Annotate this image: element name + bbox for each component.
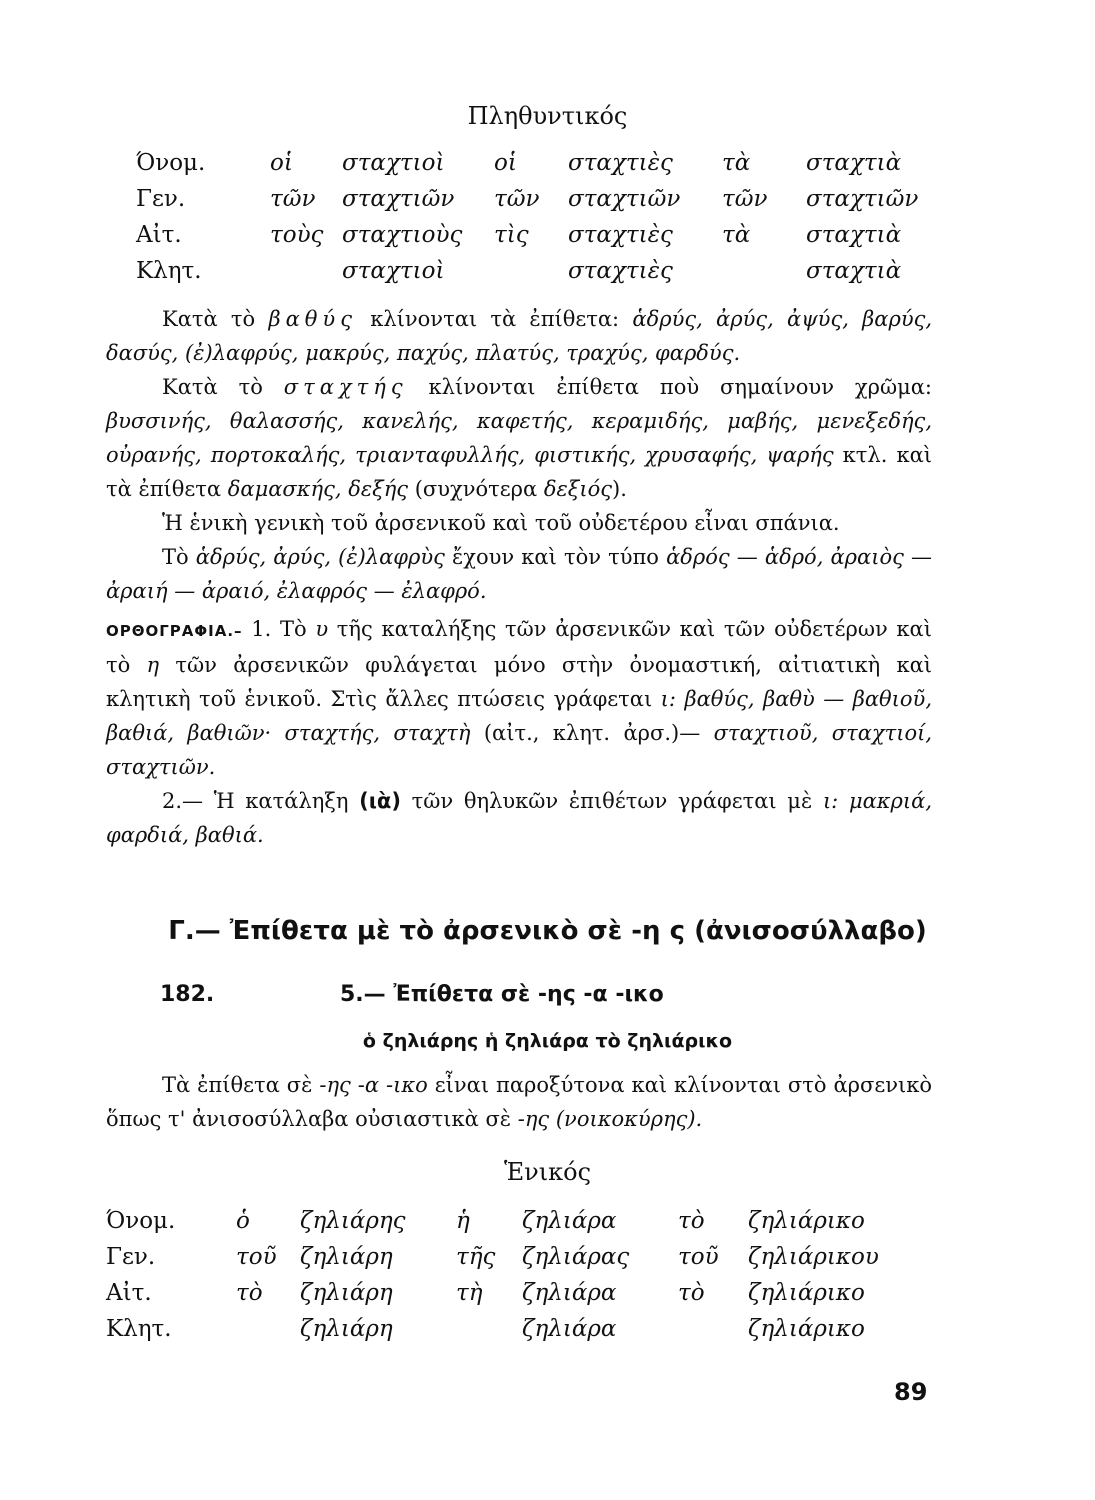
case-label: Γεν. [106,1244,156,1270]
masculine-article: τοὺς [270,222,324,248]
masculine-form: σταχτιοὶ [342,150,445,176]
case-label: Όνομ. [136,150,206,176]
feminine-form: ζηλιάρα [522,1280,617,1306]
neuter-article: τὰ [722,222,751,248]
example: -ης (νοικοκύρης). [517,1107,703,1131]
text: Ἡ κατάληξη [213,789,360,813]
page-number: 89 [894,1378,928,1406]
masculine-article: οἱ [270,150,293,176]
singular-heading: Ἑνικός [503,1158,592,1186]
text: τῆς καταλήξης τῶν ἀρσενικῶν καὶ τῶν οὐδετέρων καὶ τὸ [106,617,932,677]
masculine-form: ζηλιάρη [300,1244,393,1270]
text: κλίνονται ἐπίθετα ποὺ σημαίνουν χρῶμα: [407,375,932,399]
feminine-form: σταχτιὲς [568,150,673,176]
rule-number: 2.— [162,789,214,813]
letter: ι: [822,789,839,813]
text: Κατὰ τὸ [162,307,269,331]
text: Τὰ ἐπίθετα σὲ [162,1073,320,1097]
feminine-article: οἱ [494,150,517,176]
table-row [0,222,1095,258]
letter: ι: [660,687,676,711]
table-row [0,1316,1095,1352]
paragraph-variants [106,540,932,608]
neuter-form: ζηλιάρικο [748,1280,865,1306]
adjective-list: ἁδρύς, ἀρύς, ἀψύς, βαρύς, δασύς, (ἐ)λαφρύς, μακρύς, παχύς, πλατύς, τραχύς, φαρδύς. [106,307,933,365]
text: κτλ. καὶ τὰ ἐπίθετα [106,443,932,501]
case-label: Αἰτ. [106,1280,152,1306]
paragraph-stachtis [106,370,932,506]
neuter-form: σταχτιὰ [806,150,902,176]
body-text-lower [106,1068,932,1136]
example-list: βαθύς, βαθὺ — βαθιοῦ, βαθιά, βαθιῶν· σταχτής, σταχτὴ [106,687,932,745]
neuter-article: τὰ [722,150,751,176]
paragraph-orthography-1 [106,612,932,784]
case-label: Αἰτ. [136,222,182,248]
text: εἶναι παροξύτονα καὶ κλίνονται στὸ ἀρσενικὸ ὅπως τ' ἀνισοσύλλαβα οὐσιαστικὰ σὲ [106,1073,932,1131]
table-row [0,186,1095,222]
paragraph-vathys [106,302,932,370]
text: ἔχουν καὶ τὸν τύπο [444,545,667,569]
feminine-form: ζηλιάρα [522,1208,617,1234]
model-word: βαθύς [268,307,357,331]
case-label: Κλητ. [136,258,202,284]
body-text-upper [106,302,932,852]
neuter-form: ζηλιάρικο [748,1316,865,1342]
adjective-list: δαμασκής, δεξής [227,477,409,501]
item-number: 182. [160,982,215,1007]
feminine-form: ζηλιάρα [522,1316,617,1342]
neuter-form: ζηλιάρικου [748,1244,879,1270]
example-title: ὁ ζηλιάρης ἡ ζηλιάρα τὸ ζηλιάρικο [362,1030,733,1052]
masculine-article: τὸ [236,1280,263,1306]
model-word: σταχτής [283,375,408,399]
text: Τὸ [162,545,196,569]
text: Τὸ [271,617,316,641]
case-label: Γεν. [136,186,186,212]
text: Κατὰ τὸ [162,375,284,399]
feminine-form: ζηλιάρας [522,1244,630,1270]
masculine-form: ζηλιάρη [300,1316,393,1342]
table-row [0,258,1095,294]
rule-number: 1. [251,617,272,641]
neuter-form: ζηλιάρικο [748,1208,865,1234]
text: ). [612,477,627,501]
case-label: Όνομ. [106,1208,176,1234]
masculine-article: τῶν [270,186,316,212]
neuter-article: τῶν [722,186,768,212]
adjective-list: βυσσινής, θαλασσής, κανελής, καφετής, κεραμιδής, μαβής, μενεξεδής, οὐρανής, πορτοκαλής, τριανταφυλλής, φιστικής, χρυσαφής, ψαρής [106,409,932,467]
subsection-title: 5.— Ἐπίθετα σὲ -ης -α -ικο [340,982,664,1007]
adjective-list: ἁδρός — ἁδρό, ἀραιὸς — ἀραιή — ἀραιό, ἐλαφρός — ἐλαφρό. [106,545,932,603]
neuter-article: τοῦ [678,1244,719,1270]
text: τῶν ἀρσενικῶν φυλάγεται μόνο στὴν ὀνομαστική, αἰτιατικὴ καὶ κλητικὴ τοῦ ἑνικοῦ. Στὶς ἄλλες πτώσεις γράφεται [106,653,933,711]
ending: (ιὰ) [359,789,401,813]
plural-heading: Πληθυντικός [467,102,628,130]
text: τῶν θηλυκῶν ἐπιθέτων γράφεται μὲ [400,789,823,813]
feminine-article: τὶς [494,222,529,248]
feminine-form: σταχτιὲς [568,222,673,248]
table-row [0,1244,1095,1280]
section-title: Γ.— Ἐπίθετα μὲ τὸ ἀρσενικὸ σὲ -η ς (ἀνισοσύλλαβο) [168,916,927,946]
text: κλίνονται τὰ ἐπίθετα: [356,307,633,331]
case-label: Κλητ. [106,1316,172,1342]
masculine-article: ὁ [236,1208,250,1234]
text: (συχνότερα [408,477,544,501]
neuter-form: σταχτιὰ [806,258,902,284]
paragraph-ending-rule [106,1068,932,1136]
masculine-form: σταχτιοὶ [342,258,445,284]
masculine-article: τοῦ [236,1244,277,1270]
neuter-article: τὸ [678,1280,705,1306]
masculine-form: σταχτιῶν [342,186,455,212]
paragraph-orthography-2 [106,784,932,852]
masculine-form: σταχτιοὺς [342,222,463,248]
feminine-article: τὴ [456,1280,483,1306]
adjective-list: ἁδρύς, ἀρύς, (ἐ)λαφρὺς [195,545,445,569]
example-list: μακριά, φαρδιά, βαθιά. [106,789,932,847]
orthography-label: ΟΡΘΟΓΡΑΦΙΑ.– [106,622,243,640]
feminine-article: τῶν [494,186,540,212]
paragraph-genitive: Ἡ ἑνικὴ γενικὴ τοῦ ἀρσενικοῦ καὶ τοῦ οὐδετέρου εἶναι σπάνια. [162,511,840,535]
neuter-form: σταχτιὰ [806,222,902,248]
letter: η [146,653,160,677]
feminine-article: τῆς [456,1244,496,1270]
neuter-form: σταχτιῶν [806,186,919,212]
table-row [0,1280,1095,1316]
feminine-form: σταχτιὲς [568,258,673,284]
example-list: σταχτιοῦ, σταχτιοί, σταχτιῶν. [106,721,933,779]
table-row [0,1208,1095,1244]
feminine-article: ἡ [456,1208,470,1234]
endings: -ης -α -ικο [319,1073,428,1097]
feminine-form: σταχτιῶν [568,186,681,212]
letter: υ [315,617,329,641]
adjective: δεξιός [543,477,612,501]
masculine-form: ζηλιάρη [300,1280,393,1306]
neuter-article: τὸ [678,1208,705,1234]
text: (αἰτ., κλητ. ἀρσ.)— [470,721,714,745]
masculine-form: ζηλιάρης [300,1208,406,1234]
table-row [0,150,1095,186]
